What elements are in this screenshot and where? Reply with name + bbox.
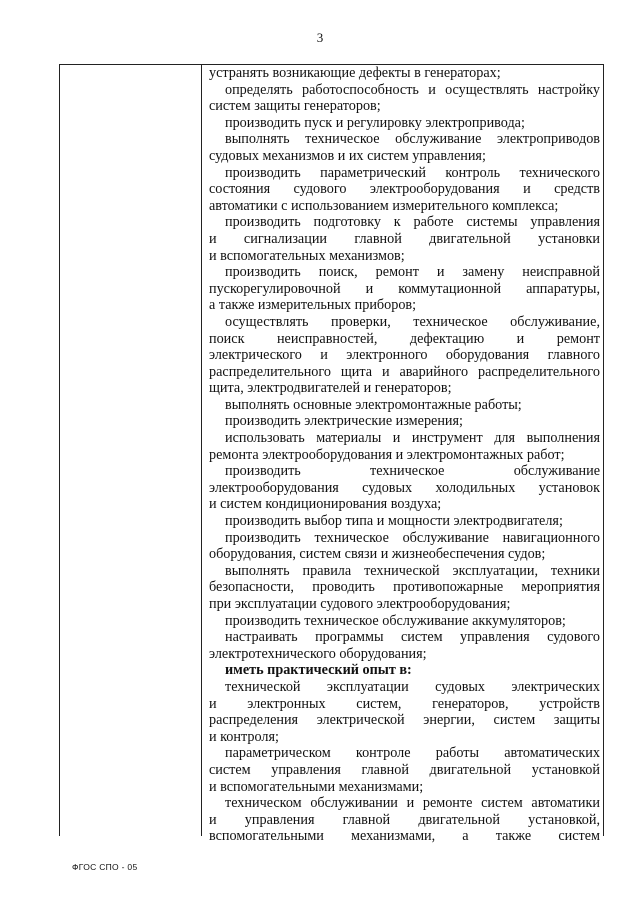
- text-line: настраивать программы систем управления судового: [225, 629, 600, 646]
- text-line: производить пуск и регулировку электропривода;: [225, 114, 525, 131]
- text-line: определять работоспособность и осуществлять настройку: [225, 81, 600, 98]
- text-line: использовать материалы и инструмент для выполнения: [225, 430, 600, 447]
- text-line: вспомогательными механизмами, а также систем: [209, 828, 600, 845]
- text-line: систем защиты генераторов;: [209, 98, 381, 115]
- text-line: производить выбор типа и мощности электродвигателя;: [225, 513, 563, 530]
- text-line: при эксплуатации судового электрооборудования;: [209, 596, 511, 612]
- page-number: 3: [316, 30, 324, 45]
- text-line: электрического и электронного оборудования главного: [209, 347, 600, 364]
- text-line: производить техническое обслуживание аккумуляторов;: [225, 612, 566, 629]
- text-line: а также измерительных приборов;: [209, 297, 417, 314]
- text-line: состояния судового электрооборудования и средств: [209, 181, 600, 198]
- text-line: ремонта электрооборудования и электромонтажных работ;: [209, 446, 565, 463]
- text-line: технической эксплуатации судовых электрических: [225, 678, 600, 695]
- text-line: пускорегулировочной и коммутационной аппаратуры,: [209, 280, 600, 297]
- text-line: производить параметрический контроль технического: [225, 164, 600, 181]
- text-line: производить техническое обслуживание навигационного: [225, 529, 600, 546]
- text-line: электрооборудования судовых холодильных установок: [209, 479, 600, 496]
- text-line: выполнять техническое обслуживание электроприводов: [225, 131, 600, 148]
- document-footer: ФГОС СПО - 05: [72, 862, 138, 872]
- table-right-column: [203, 65, 603, 845]
- text-line: поиск неисправностей, дефектацию и ремонт: [209, 330, 600, 347]
- text-line: техническом обслуживании и ремонте систем автоматики: [225, 795, 600, 812]
- text-line: и сигнализации главной двигательной установки: [209, 230, 600, 247]
- text-line: производить техническое обслуживание: [225, 463, 600, 480]
- text-line: и вспомогательных механизмов;: [209, 247, 405, 264]
- text-line: оборудования, систем связи и жизнеобеспечения судов;: [209, 546, 546, 563]
- text-line: осуществлять проверки, техническое обслуживание,: [225, 313, 600, 330]
- text-line: производить электрические измерения;: [225, 413, 463, 430]
- text-line: выполнять основные электромонтажные работы;: [225, 396, 522, 413]
- text-line: судовых механизмов и их систем управления;: [209, 147, 486, 164]
- text-line: производить подготовку к работе системы управления: [225, 214, 600, 231]
- content-table: [59, 64, 604, 845]
- text-line: распределения электрической энергии, систем защиты: [209, 712, 600, 729]
- text-line: и электронных систем, генераторов, устройств: [209, 695, 600, 712]
- text-line: электротехнического оборудования;: [209, 645, 427, 662]
- text-line: и систем кондиционирования воздуха;: [209, 496, 442, 513]
- text-line: и вспомогательными механизмами;: [209, 778, 424, 795]
- text-line: безопасности, проводить противопожарные мероприятия: [209, 579, 600, 596]
- text-line: и контроля;: [209, 728, 279, 745]
- table-left-column: [60, 65, 202, 836]
- text-line: систем управления главной двигательной установкой: [209, 761, 600, 778]
- text-line: автоматики с использованием измерительного комплекса;: [209, 197, 559, 214]
- text-line: устранять возникающие дефекты в генераторах;: [209, 65, 501, 81]
- text-line: щита, электродвигателей и генераторов;: [209, 380, 452, 397]
- text-line: производить поиск, ремонт и замену неисправной: [225, 264, 600, 281]
- text-line: и управления главной двигательной установкой,: [209, 811, 600, 828]
- section-heading: иметь практический опыт в:: [225, 662, 412, 679]
- text-line: распределительного щита и аварийного распределительного: [209, 363, 600, 380]
- text-line: выполнять правила технической эксплуатации, техники: [225, 562, 600, 579]
- text-line: параметрическом контроле работы автоматических: [225, 745, 600, 762]
